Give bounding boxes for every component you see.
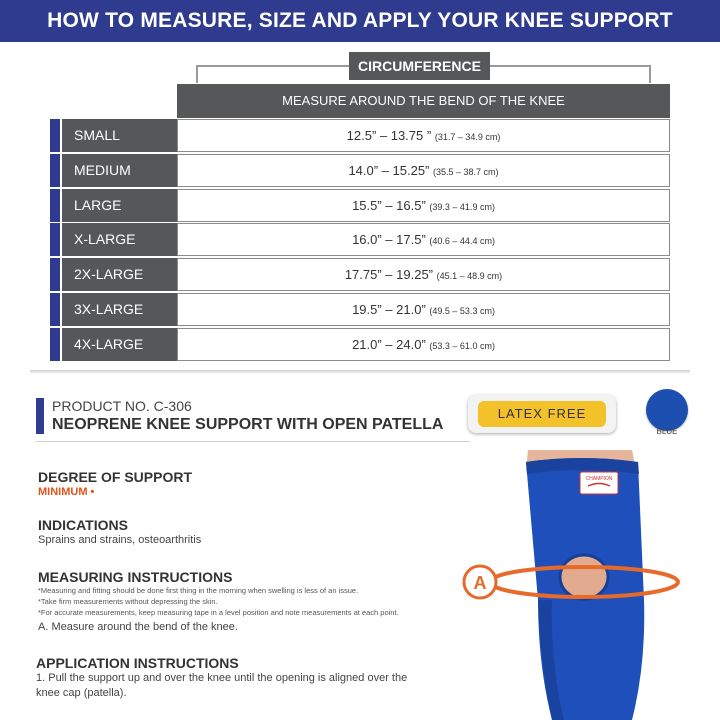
- row-accent: [50, 328, 60, 361]
- cm-range: (49.5 – 53.3 cm): [429, 305, 495, 316]
- size-measurement: [177, 119, 670, 152]
- application-instructions-title: APPLICATION INSTRUCTIONS: [36, 655, 239, 671]
- measuring-note: *For accurate measurements, keep measuring tape in a level position and note measurements at each point.: [38, 608, 399, 617]
- size-row-3x-large: [50, 292, 670, 327]
- measuring-note: *Take firm measurements without depressing the skin.: [38, 597, 218, 606]
- brand-text: CHAMPION: [585, 476, 613, 482]
- cm-range: (40.6 – 44.4 cm): [429, 236, 495, 247]
- product-number: PRODUCT NO. C-306: [52, 398, 192, 414]
- latex-free-badge: [468, 395, 616, 433]
- size-label: 3X-LARGE: [62, 293, 224, 326]
- measuring-step-a: A. Measure around the bend of the knee.: [38, 621, 238, 633]
- inches-range: 16.0” – 17.5”: [352, 232, 426, 248]
- measure-column-header: MEASURE AROUND THE BEND OF THE KNEE: [177, 84, 670, 118]
- row-accent: [50, 154, 60, 187]
- indications-text: Sprains and strains, osteoarthritis: [38, 534, 202, 546]
- size-label: LARGE: [62, 189, 224, 222]
- size-row-x-large: [50, 222, 670, 257]
- size-chart-table: [50, 118, 670, 362]
- size-measurement: [177, 223, 670, 256]
- size-measurement: [177, 258, 670, 291]
- degree-of-support-title: DEGREE OF SUPPORT: [38, 469, 193, 485]
- size-measurement: [177, 293, 670, 326]
- size-measurement: [177, 328, 670, 361]
- cm-range: (31.7 – 34.9 cm): [434, 132, 501, 142]
- cm-range: (35.5 – 38.7 cm): [433, 166, 499, 177]
- row-accent: [50, 119, 60, 152]
- indications-title: INDICATIONS: [38, 517, 128, 533]
- inches-range: 17.75” – 19.25”: [344, 267, 434, 283]
- section-divider: [30, 370, 690, 374]
- inches-range: 21.0” – 24.0”: [352, 336, 426, 352]
- row-accent: [50, 293, 60, 326]
- color-swatch-label: BLUE: [656, 427, 678, 436]
- marker-a-label: A: [473, 573, 487, 593]
- size-label: MEDIUM: [62, 154, 224, 187]
- circumference-label: CIRCUMFERENCE: [349, 52, 490, 80]
- cm-range: (39.3 – 41.9 cm): [429, 201, 495, 212]
- page-banner-title: HOW TO MEASURE, SIZE AND APPLY YOUR KNEE SUPPORT: [0, 0, 720, 42]
- cm-range: (53.3 – 61.0 cm): [429, 340, 495, 351]
- measuring-instructions-title: MEASURING INSTRUCTIONS: [38, 569, 233, 585]
- cm-range: (45.1 – 48.9 cm): [436, 271, 503, 282]
- size-row-small: [50, 118, 670, 153]
- knee-support-illustration: [456, 450, 720, 720]
- size-row-medium: [50, 153, 670, 188]
- application-step-line: knee cap (patella).: [36, 687, 127, 699]
- size-label: 4X-LARGE: [62, 328, 224, 361]
- product-underline: [36, 441, 470, 442]
- size-row-4x-large: [50, 327, 670, 362]
- product-accent-bar: [36, 398, 44, 434]
- row-accent: [50, 223, 60, 256]
- size-label: 2X-LARGE: [62, 258, 224, 291]
- row-accent: [50, 189, 60, 222]
- product-name: NEOPRENE KNEE SUPPORT WITH OPEN PATELLA: [52, 416, 444, 433]
- size-row-2x-large: [50, 257, 670, 292]
- measuring-note: *Measuring and fitting should be done first thing in the morning when swelling is less of an issue.: [38, 586, 359, 595]
- inches-range: 19.5” – 21.0”: [352, 301, 426, 317]
- size-measurement: [177, 189, 670, 222]
- size-label: SMALL: [62, 119, 224, 152]
- latex-free-label: LATEX FREE: [478, 401, 606, 427]
- size-row-large: [50, 188, 670, 223]
- inches-range: 14.0” – 15.25”: [348, 162, 430, 178]
- color-swatch: [646, 389, 688, 431]
- size-label: X-LARGE: [62, 223, 224, 256]
- inches-range: 15.5” – 16.5”: [352, 197, 426, 213]
- inches-range: 12.5” – 13.75 ”: [346, 128, 432, 143]
- row-accent: [50, 258, 60, 291]
- support-level-value: MINIMUM •: [38, 486, 95, 498]
- size-measurement: [177, 154, 670, 187]
- application-step-line: 1. Pull the support up and over the knee until the opening is aligned over the: [36, 672, 408, 684]
